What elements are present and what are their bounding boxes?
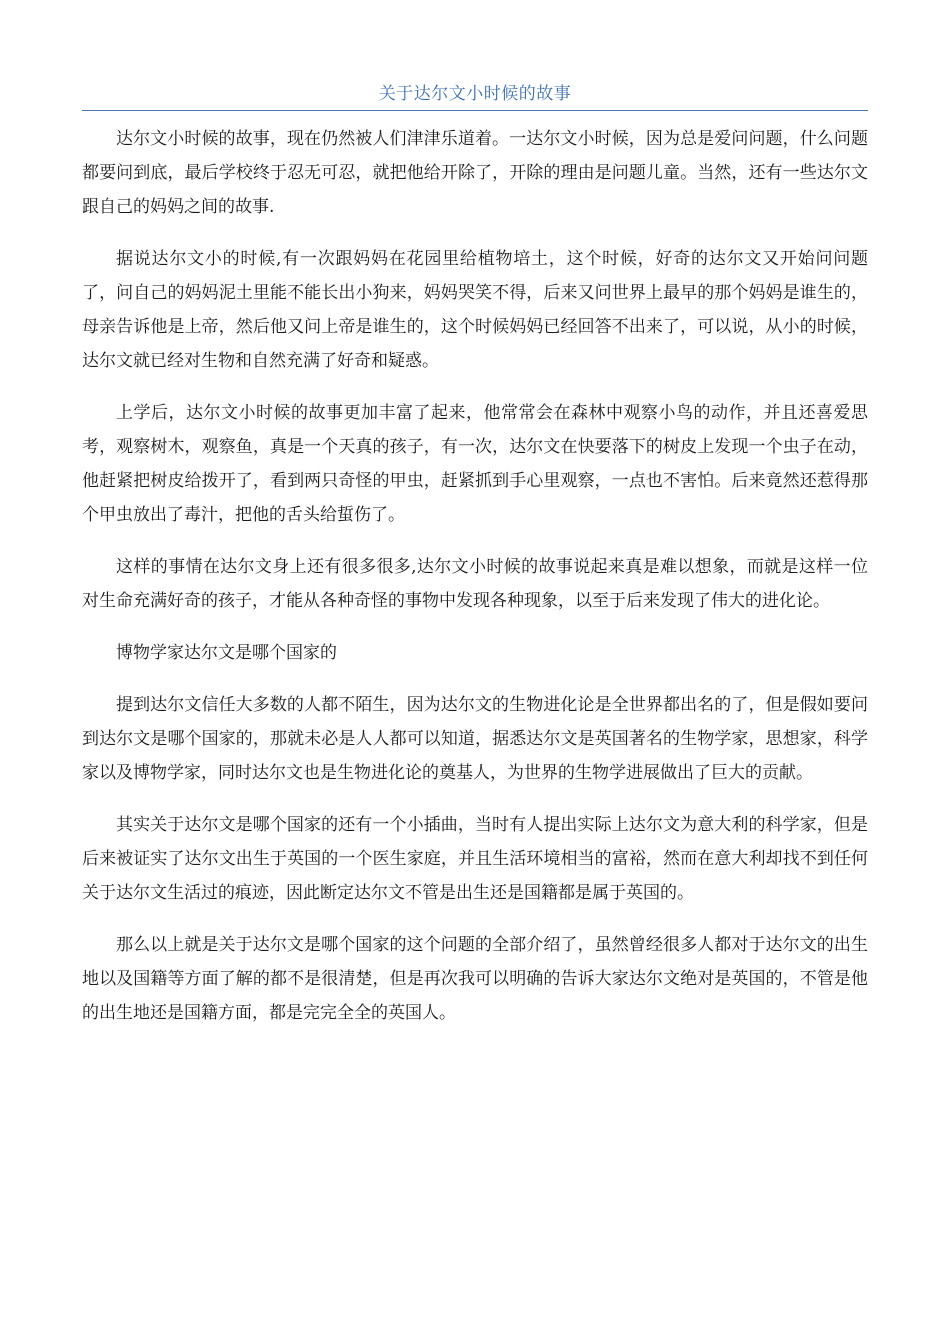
paragraph-3: 上学后，达尔文小时候的故事更加丰富了起来，他常常会在森林中观察小鸟的动作，并且还喜爱思考，观察树木，观察鱼，真是一个天真的孩子，有一次，达尔文在快要落下的树皮上发现一个虫子在动，他赶紧把树皮给拨开了，看到两只奇怪的甲虫，赶紧抓到手心里观察，一点也不害怕。后来竟然还惹得那个甲虫放出了毒汁，把他的舌头给蜇伤了。 (82, 403, 868, 525)
paragraph-2: 据说达尔文小的时候,有一次跟妈妈在花园里给植物培土，这个时候，好奇的达尔文又开始问问题了，问自己的妈妈泥土里能不能长出小狗来，妈妈哭笑不得，后来又问世界上最早的那个妈妈是谁生的，母亲告诉他是上帝，然后他又问上帝是谁生的，这个时候妈妈已经回答不出来了，可以说，从小的时候，达尔文就已经对生物和自然充满了好奇和疑惑。 (82, 249, 868, 371)
paragraph-1: 达尔文小时候的故事，现在仍然被人们津津乐道着。一达尔文小时候，因为总是爱问问题，什么问题都要问到底，最后学校终于忍无可忍，就把他给开除了，开除的理由是问题儿童。当然，还有一些达尔文跟自己的妈妈之间的故事. (82, 129, 868, 217)
page-header (82, 80, 868, 111)
section-heading: 博物学家达尔文是哪个国家的 (116, 643, 337, 663)
document-body (82, 122, 868, 1048)
document-title: 关于达尔文小时候的故事 (378, 84, 572, 104)
paragraph-4: 这样的事情在达尔文身上还有很多很多,达尔文小时候的故事说起来真是难以想象，而就是这样一位对生命充满好奇的孩子，才能从各种奇怪的事物中发现各种现象，以至于后来发现了伟大的进化论。 (82, 557, 868, 611)
paragraph-7: 那么以上就是关于达尔文是哪个国家的这个问题的全部介绍了，虽然曾经很多人都对于达尔文的出生地以及国籍等方面了解的都不是很清楚，但是再次我可以明确的告诉大家达尔文绝对是英国的，不管是他的出生地还是国籍方面，都是完完全全的英国人。 (82, 935, 868, 1023)
paragraph-6: 其实关于达尔文是哪个国家的还有一个小插曲，当时有人提出实际上达尔文为意大利的科学家，但是后来被证实了达尔文出生于英国的一个医生家庭，并且生活环境相当的富裕，然而在意大利却找不到任何关于达尔文生活过的痕迹，因此断定达尔文不管是出生还是国籍都是属于英国的。 (82, 815, 868, 903)
paragraph-5: 提到达尔文信任大多数的人都不陌生，因为达尔文的生物进化论是全世界都出名的了，但是假如要问到达尔文是哪个国家的，那就未必是人人都可以知道，据悉达尔文是英国著名的生物学家，思想家，科学家以及博物学家，同时达尔文也是生物进化论的奠基人，为世界的生物学进展做出了巨大的贡献。 (82, 695, 868, 783)
